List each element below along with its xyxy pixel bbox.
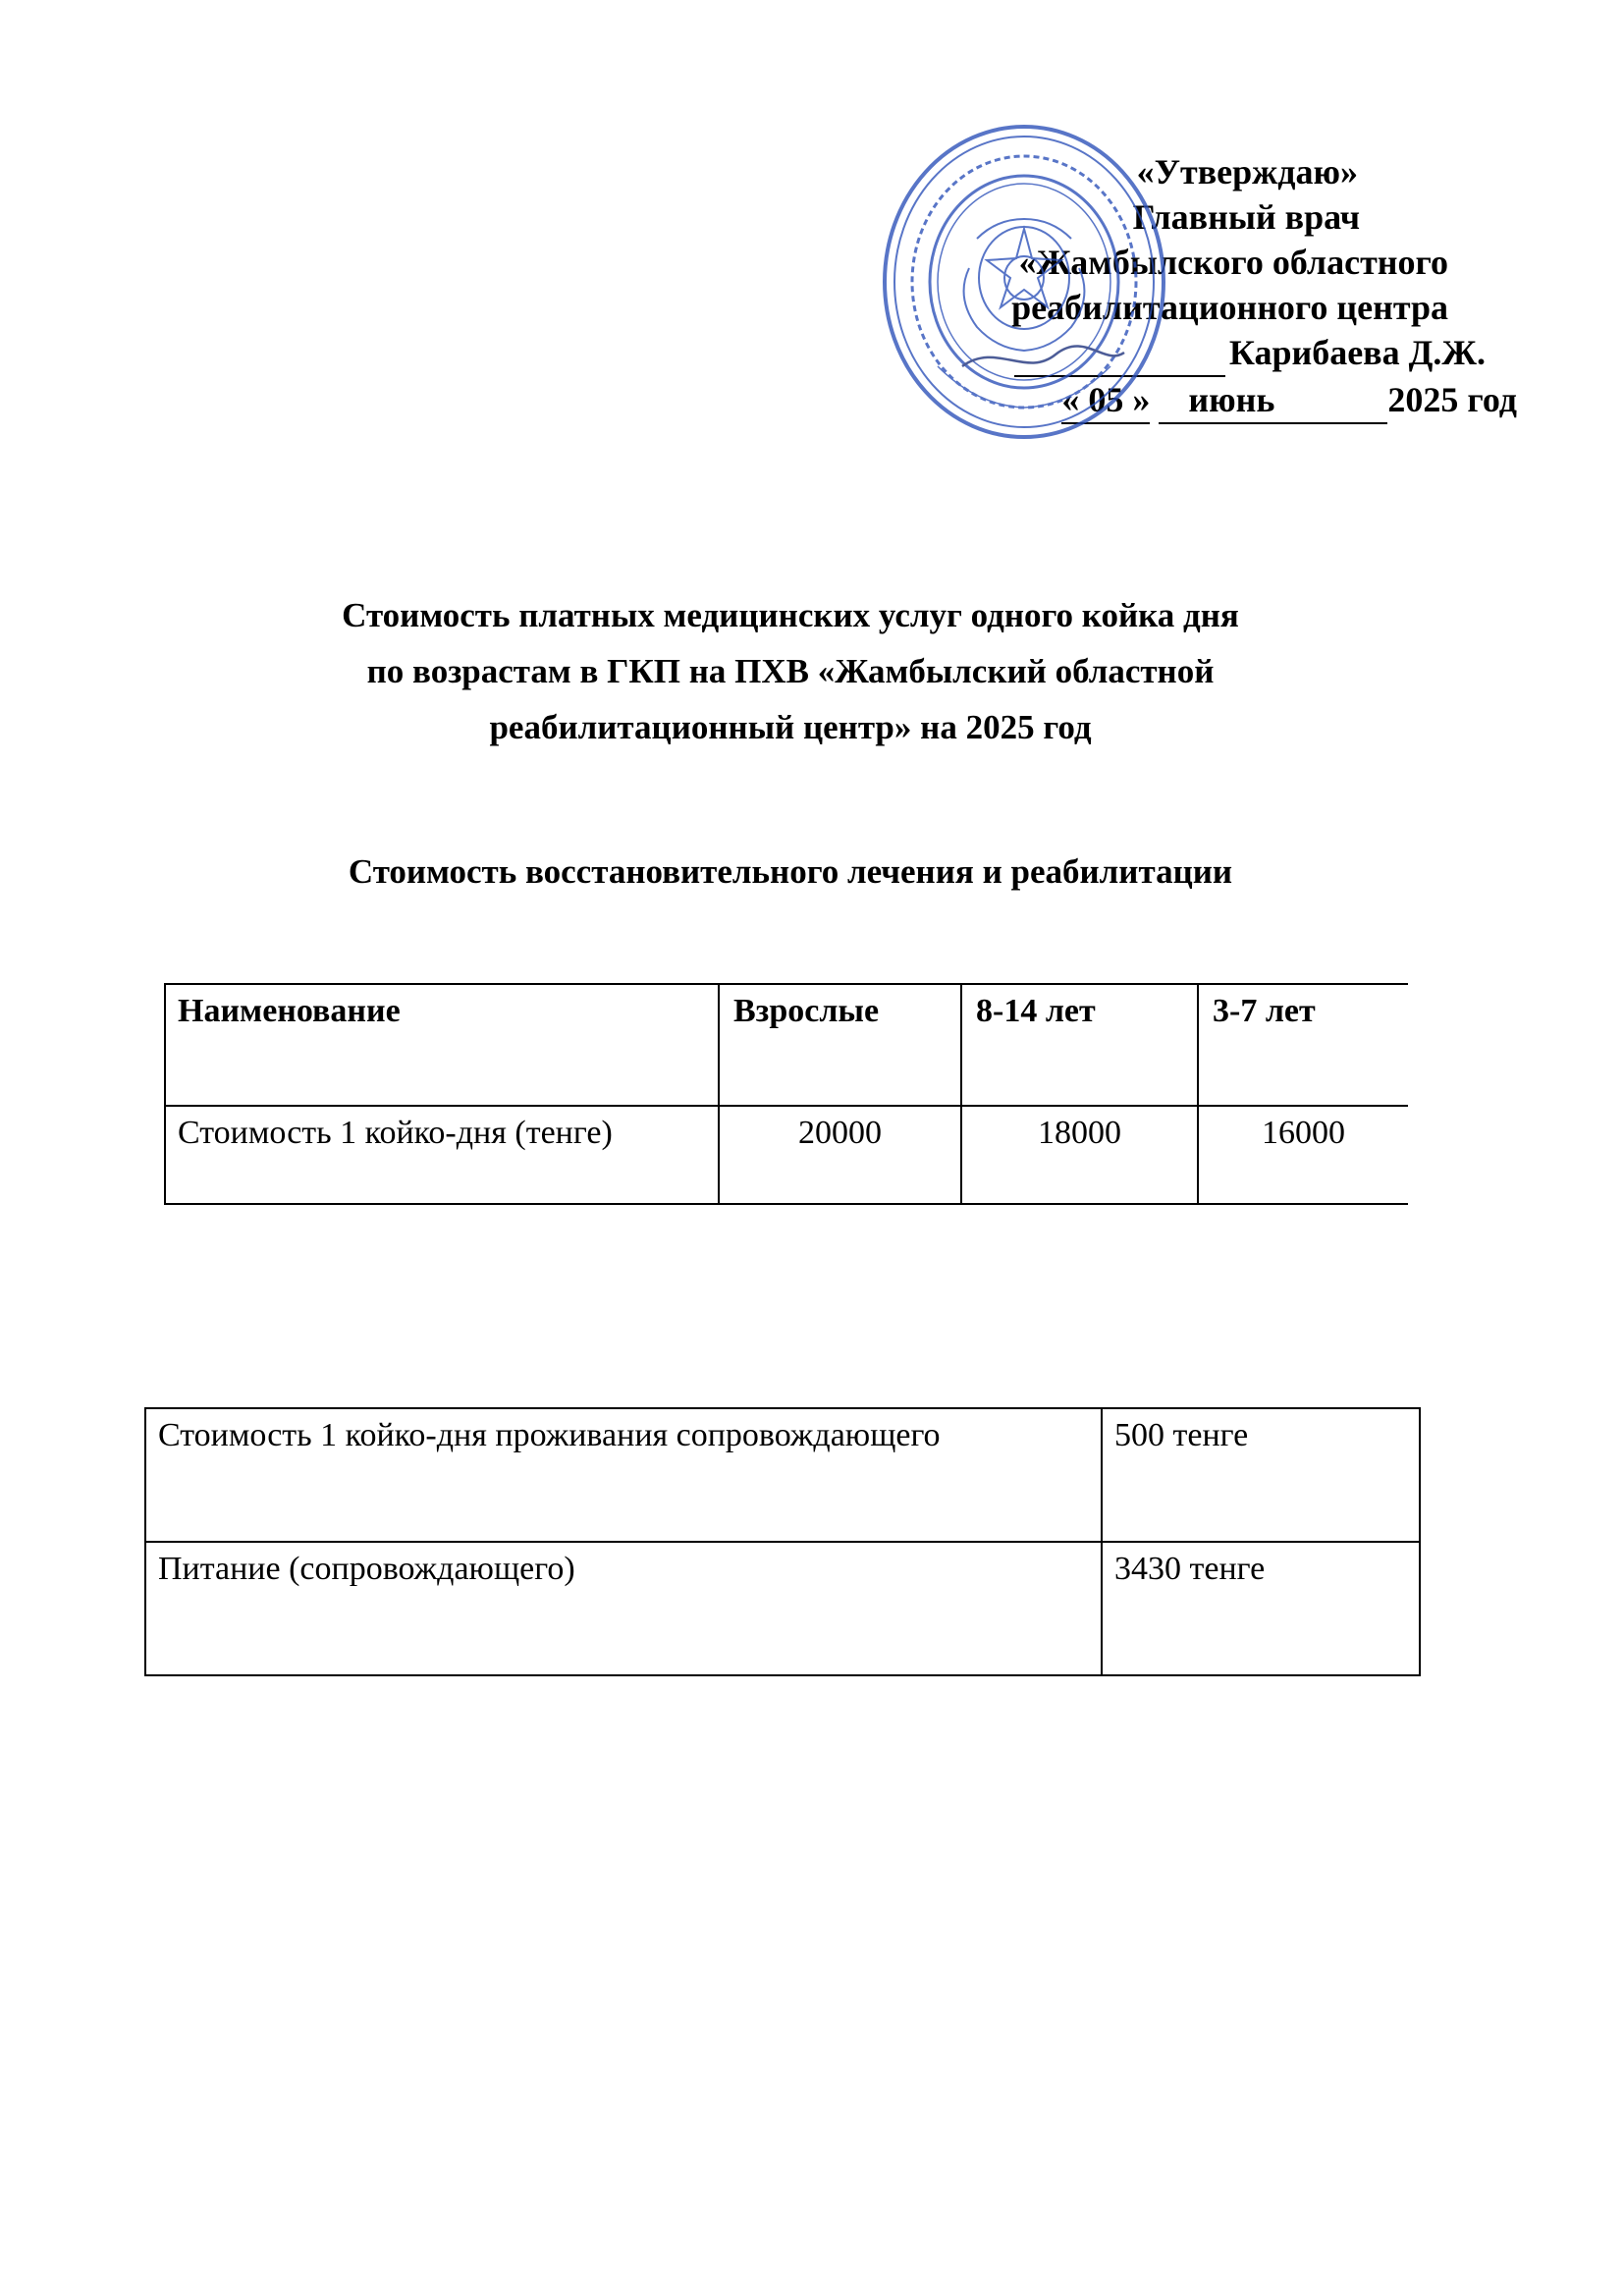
price-8-14: 18000 (961, 1106, 1198, 1204)
table-row (165, 1106, 1408, 1204)
approver-position: Главный врач (1132, 197, 1360, 237)
row-label: Стоимость 1 койко-дня проживания сопровождающего (145, 1408, 1102, 1542)
age-price-table (164, 983, 1408, 1205)
date-day: « 05 » (1061, 377, 1150, 424)
document-title (177, 587, 1404, 755)
table-row (145, 1542, 1420, 1675)
price-3-7: 16000 (1198, 1106, 1408, 1204)
header-name: Наименование (165, 984, 719, 1106)
date-month: июнь (1159, 377, 1274, 424)
companion-price-table (144, 1407, 1421, 1676)
date-year: 2025 год (1387, 380, 1517, 419)
title-line-2: по возрастам в ГКП на ПХВ «Жамбылский областной (366, 652, 1215, 690)
title-line-3: реабилитационный центр» на 2025 год (489, 708, 1092, 746)
table-header-row (165, 984, 1408, 1106)
header-adults: Взрослые (719, 984, 961, 1106)
approval-heading: «Утверждаю» (1136, 152, 1358, 191)
row-label: Питание (сопровождающего) (145, 1542, 1102, 1675)
date-blank (1274, 391, 1387, 424)
table-row (145, 1408, 1420, 1542)
header-3-7: 3-7 лет (1198, 984, 1408, 1106)
official-seal-icon (879, 121, 1169, 443)
section-subtitle: Стоимость восстановительного лечения и реабилитации (348, 852, 1233, 891)
approver-organization-line1: «Жамбылского областного (1018, 243, 1448, 282)
header-8-14: 8-14 лет (961, 984, 1198, 1106)
approver-organization-line2: реабилитационного центра (1011, 288, 1448, 327)
row-value: 500 тенге (1102, 1408, 1420, 1542)
row-value: 3430 тенге (1102, 1542, 1420, 1675)
title-line-1: Стоимость платных медицинских услуг одного койка дня (342, 596, 1239, 634)
price-adults: 20000 (719, 1106, 961, 1204)
signer-name: Карибаева Д.Ж. (1228, 333, 1486, 372)
row-label: Стоимость 1 койко-дня (тенге) (165, 1106, 719, 1204)
